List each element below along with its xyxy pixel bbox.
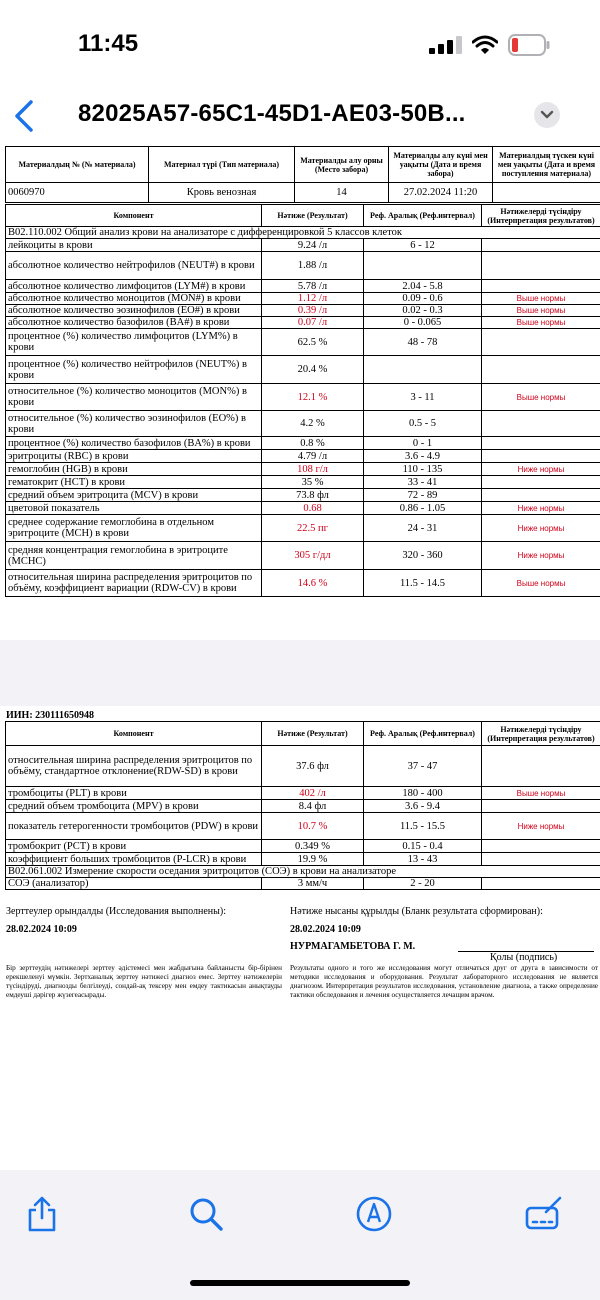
interpretation [482, 280, 600, 293]
ref-interval: 13 - 43 [364, 853, 482, 866]
component-name: эритроциты (RBC) в крови [6, 450, 262, 463]
table-row [6, 252, 600, 280]
ref-interval: 0.09 - 0.6 [364, 293, 482, 305]
table-row [6, 450, 600, 463]
formed-label: Нәтиже нысаны құрылды (Бланк результата сформирован): [290, 906, 543, 917]
ref-interval: 0.15 - 0.4 [364, 840, 482, 853]
doctor-name: НУРМАГАМБЕТОВА Г. М. [290, 941, 416, 952]
result-value: 73.8 фл [262, 489, 364, 502]
result-value: 12.1 % [262, 384, 364, 411]
table-row [6, 840, 600, 853]
ref-interval: 3.6 - 9.4 [364, 800, 482, 813]
component-name: СОЭ (анализатор) [6, 878, 262, 890]
component-name: лейкоциты в крови [6, 239, 262, 252]
interpretation [482, 800, 600, 813]
component-name: средний объем эритроцита (MCV) в крови [6, 489, 262, 502]
interpretation [482, 476, 600, 489]
component-header: Компонент [6, 722, 262, 746]
results-rows-2 [6, 746, 600, 866]
interpretation [482, 840, 600, 853]
status-time: 11:45 [78, 30, 139, 57]
formed-date: 28.02.2024 10:09 [290, 924, 361, 935]
ref-interval: 320 - 360 [364, 542, 482, 570]
component-name: цветовой показатель [6, 502, 262, 515]
result-header: Нәтиже (Результат) [262, 722, 364, 746]
component-name: относительная ширина распределения эритроцитов по объёму, стандартное отклонение(RDW-SD) в крови [6, 746, 262, 787]
component-name: показатель гетерогенности тромбоцитов (PDW) в крови [6, 813, 262, 840]
result-value: 108 г/л [262, 463, 364, 476]
result-value: 9.24 /л [262, 239, 364, 252]
result-value: 0.68 [262, 502, 364, 515]
sample-date-header: Материалды алу күні мен уақыты (Дата и время забора) [389, 147, 493, 183]
table-row [6, 502, 600, 515]
interpretation [482, 450, 600, 463]
result-value: 35 % [262, 476, 364, 489]
title-menu-button[interactable] [534, 102, 560, 128]
component-name: абсолютное количество эозинофилов (EO#) в крови [6, 305, 262, 317]
ref-interval: 3 - 11 [364, 384, 482, 411]
ref-interval: 11.5 - 15.5 [364, 813, 482, 840]
component-name: средняя концентрация гемоглобина в эритроците (MCHC) [6, 542, 262, 570]
interpretation [482, 878, 600, 890]
component-name: гемоглобин (HGB) в крови [6, 463, 262, 476]
ref-interval: 37 - 47 [364, 746, 482, 787]
search-icon[interactable] [186, 1194, 226, 1234]
ref-interval: 110 - 135 [364, 463, 482, 476]
interpretation: Выше нормы [482, 384, 600, 411]
result-header: Нәтиже (Результат) [262, 205, 364, 227]
ref-interval: 72 - 89 [364, 489, 482, 502]
ref-interval: 48 - 78 [364, 329, 482, 356]
interpretation [482, 239, 600, 252]
wifi-icon [472, 35, 498, 55]
interpretation [482, 746, 600, 787]
result-value: 37.6 фл [262, 746, 364, 787]
component-name: абсолютное количество базофилов (BA#) в крови [6, 317, 262, 329]
sample-received-header: Материалдың түскен күні мен уақыты (Дата и время поступления материала) [493, 147, 600, 183]
results-rows-1 [6, 239, 600, 597]
result-value: 4.79 /л [262, 450, 364, 463]
results-table-1 [5, 204, 600, 597]
table-row [6, 813, 600, 840]
table-row [6, 317, 600, 329]
table-row [6, 878, 600, 890]
ref-interval: 2 - 20 [364, 878, 482, 890]
section-title-esr: B02.061.002 Измерение скорости оседания эритроцитов (СОЭ) в крови на анализаторе [6, 866, 600, 878]
interpretation: Ниже нормы [482, 813, 600, 840]
result-value: 1.88 /л [262, 252, 364, 280]
table-row [6, 787, 600, 800]
component-name: тромбокрит (PCT) в крови [6, 840, 262, 853]
ref-interval: 24 - 31 [364, 515, 482, 542]
result-value: 402 /л [262, 787, 364, 800]
ref-interval: 0 - 0.065 [364, 317, 482, 329]
done-date: 28.02.2024 10:09 [6, 924, 77, 935]
table-row [6, 305, 600, 317]
interpretation: Выше нормы [482, 787, 600, 800]
ref-interval: 11.5 - 14.5 [364, 570, 482, 597]
table-row [6, 489, 600, 502]
sample-place-header: Материалды алу орны (Место забора) [295, 147, 389, 183]
iin-label: ИИН: 230111650948 [6, 710, 95, 721]
result-value: 0.07 /л [262, 317, 364, 329]
interpretation: Выше нормы [482, 317, 600, 329]
interpretation [482, 437, 600, 450]
component-header: Компонент [6, 205, 262, 227]
result-value: 3 мм/ч [262, 878, 364, 890]
table-row [6, 853, 600, 866]
interpretation: Ниже нормы [482, 502, 600, 515]
interpretation [482, 411, 600, 437]
markup-icon[interactable] [354, 1194, 394, 1234]
interpretation: Выше нормы [482, 570, 600, 597]
interpretation [482, 853, 600, 866]
ref-header: Реф. Аралық (Реф.интервал) [364, 722, 482, 746]
disclaimer-ru: Результаты одного и того же исследования могут отличаться друг от друга в зависимости от методики исследования и оборудования. Результат лабораторного исследования не является диагнозом. Интерпретация результатов исследования, установление диагноза, а также определение тактики обследования и лечения осуществляется лечащим врачом. [290, 964, 598, 999]
interp-header: Нәтижелерді түсіндіру (Интерпретация результатов) [482, 722, 600, 746]
table-row [6, 476, 600, 489]
ref-interval: 0 - 1 [364, 437, 482, 450]
battery-icon [508, 34, 550, 56]
bottom-toolbar [0, 1170, 600, 1300]
interpretation: Выше нормы [482, 293, 600, 305]
component-name: относительное (%) количество эозинофилов (EO%) в крови [6, 411, 262, 437]
result-value: 0.349 % [262, 840, 364, 853]
signature-label: Қолы (подпись) [490, 952, 558, 963]
table-row [6, 411, 600, 437]
ref-interval: 3.6 - 4.9 [364, 450, 482, 463]
result-value: 0.8 % [262, 437, 364, 450]
component-name: коэффициент больших тромбоцитов (P-LCR) в крови [6, 853, 262, 866]
interpretation: Ниже нормы [482, 515, 600, 542]
sample-place: 14 [295, 183, 389, 203]
edit-icon[interactable] [524, 1194, 564, 1234]
interpretation [482, 252, 600, 280]
sample-number: 0060970 [6, 183, 149, 203]
result-value: 14.6 % [262, 570, 364, 597]
section-title: B02.110.002 Общий анализ крови на анализаторе с дифференцировкой 5 классов клеток [6, 227, 600, 239]
interpretation [482, 489, 600, 502]
table-row [6, 746, 600, 787]
document-title[interactable]: 82025A57-65C1-45D1-AE03-50B... [78, 100, 466, 127]
home-indicator [190, 1280, 410, 1286]
component-name: среднее содержание гемоглобина в отдельном эритроците (MCH) в крови [6, 515, 262, 542]
component-name: процентное (%) количество нейтрофилов (NEUT%) в крови [6, 356, 262, 384]
ref-header: Реф. Аралық (Реф.интервал) [364, 205, 482, 227]
result-value: 10.7 % [262, 813, 364, 840]
component-name: абсолютное количество нейтрофилов (NEUT#) в крови [6, 252, 262, 280]
result-value: 5.78 /л [262, 280, 364, 293]
share-icon[interactable] [22, 1194, 62, 1234]
ref-interval: 2.04 - 5.8 [364, 280, 482, 293]
result-value: 19.9 % [262, 853, 364, 866]
sample-received [493, 183, 600, 203]
table-row [6, 437, 600, 450]
table-row [6, 329, 600, 356]
signal-icon [428, 36, 464, 54]
page-gap [0, 640, 600, 706]
document-page-2 [0, 706, 600, 1170]
ref-interval: 180 - 400 [364, 787, 482, 800]
table-row [6, 463, 600, 476]
ref-interval: 0.5 - 5 [364, 411, 482, 437]
navigation-bar [0, 90, 600, 142]
result-value: 20.4 % [262, 356, 364, 384]
ref-interval: 0.02 - 0.3 [364, 305, 482, 317]
component-name: тромбоциты (PLT) в крови [6, 787, 262, 800]
result-value: 305 г/дл [262, 542, 364, 570]
interpretation [482, 356, 600, 384]
result-value: 8.4 фл [262, 800, 364, 813]
ref-interval [364, 356, 482, 384]
interpretation: Ниже нормы [482, 463, 600, 476]
interp-header: Нәтижелерді түсіндіру (Интерпретация результатов) [482, 205, 600, 227]
sample-type-header: Материал түрі (Тип материала) [149, 147, 295, 183]
component-name: процентное (%) количество базофилов (BA%) в крови [6, 437, 262, 450]
document-page-1 [0, 142, 600, 640]
sample-table [5, 146, 600, 203]
ref-interval [364, 252, 482, 280]
result-value: 4.2 % [262, 411, 364, 437]
component-name: абсолютное количество лимфоцитов (LYM#) в крови [6, 280, 262, 293]
component-name: процентное (%) количество лимфоцитов (LYM%) в крови [6, 329, 262, 356]
done-label: Зерттеулер орындалды (Исследования выполнены): [6, 906, 226, 917]
interpretation: Ниже нормы [482, 542, 600, 570]
sample-date: 27.02.2024 11:20 [389, 183, 493, 203]
results-table-2 [5, 721, 600, 890]
component-name: средний объем тромбоцита (MPV) в крови [6, 800, 262, 813]
ref-interval: 0.86 - 1.05 [364, 502, 482, 515]
component-name: гематокрит (HCT) в крови [6, 476, 262, 489]
result-value: 0.39 /л [262, 305, 364, 317]
component-name: относительная ширина распределения эритроцитов по объёму, коэффициент вариации (RDW-CV) в крови [6, 570, 262, 597]
result-value: 22.5 пг [262, 515, 364, 542]
chevron-down-icon [534, 102, 560, 128]
ref-interval: 33 - 41 [364, 476, 482, 489]
sample-number-header: Материалдың № (№ материала) [6, 147, 149, 183]
component-name: абсолютное количество моноцитов (MON#) в крови [6, 293, 262, 305]
result-value: 1.12 /л [262, 293, 364, 305]
table-row [6, 293, 600, 305]
table-row [6, 280, 600, 293]
table-row [6, 356, 600, 384]
disclaimer-kz: Бір зерттеудің нәтижелері зерттеу әдістемесі мен жабдығына байланысты бір-бірінен ерекшеленуі мүмкін. Зертханалық зерттеу нәтижесі диагноз емес. Зерттеу нәтижелерін түсіндіруді, диагнозды белгілеуді, сондай-ақ тексеру мен емдеу тактикасын анықтауды емдеуші дәрігер жүзегеасырады. [6, 964, 282, 999]
table-row [6, 542, 600, 570]
table-row [6, 570, 600, 597]
ref-interval: 6 - 12 [364, 239, 482, 252]
status-bar [0, 0, 600, 90]
result-value: 62.5 % [262, 329, 364, 356]
table-row [6, 239, 600, 252]
interpretation: Выше нормы [482, 305, 600, 317]
table-row [6, 384, 600, 411]
component-name: относительное (%) количество моноцитов (MON%) в крови [6, 384, 262, 411]
table-row [6, 515, 600, 542]
table-row [6, 800, 600, 813]
back-chevron-icon[interactable] [10, 98, 40, 134]
sample-type: Кровь венозная [149, 183, 295, 203]
interpretation [482, 329, 600, 356]
